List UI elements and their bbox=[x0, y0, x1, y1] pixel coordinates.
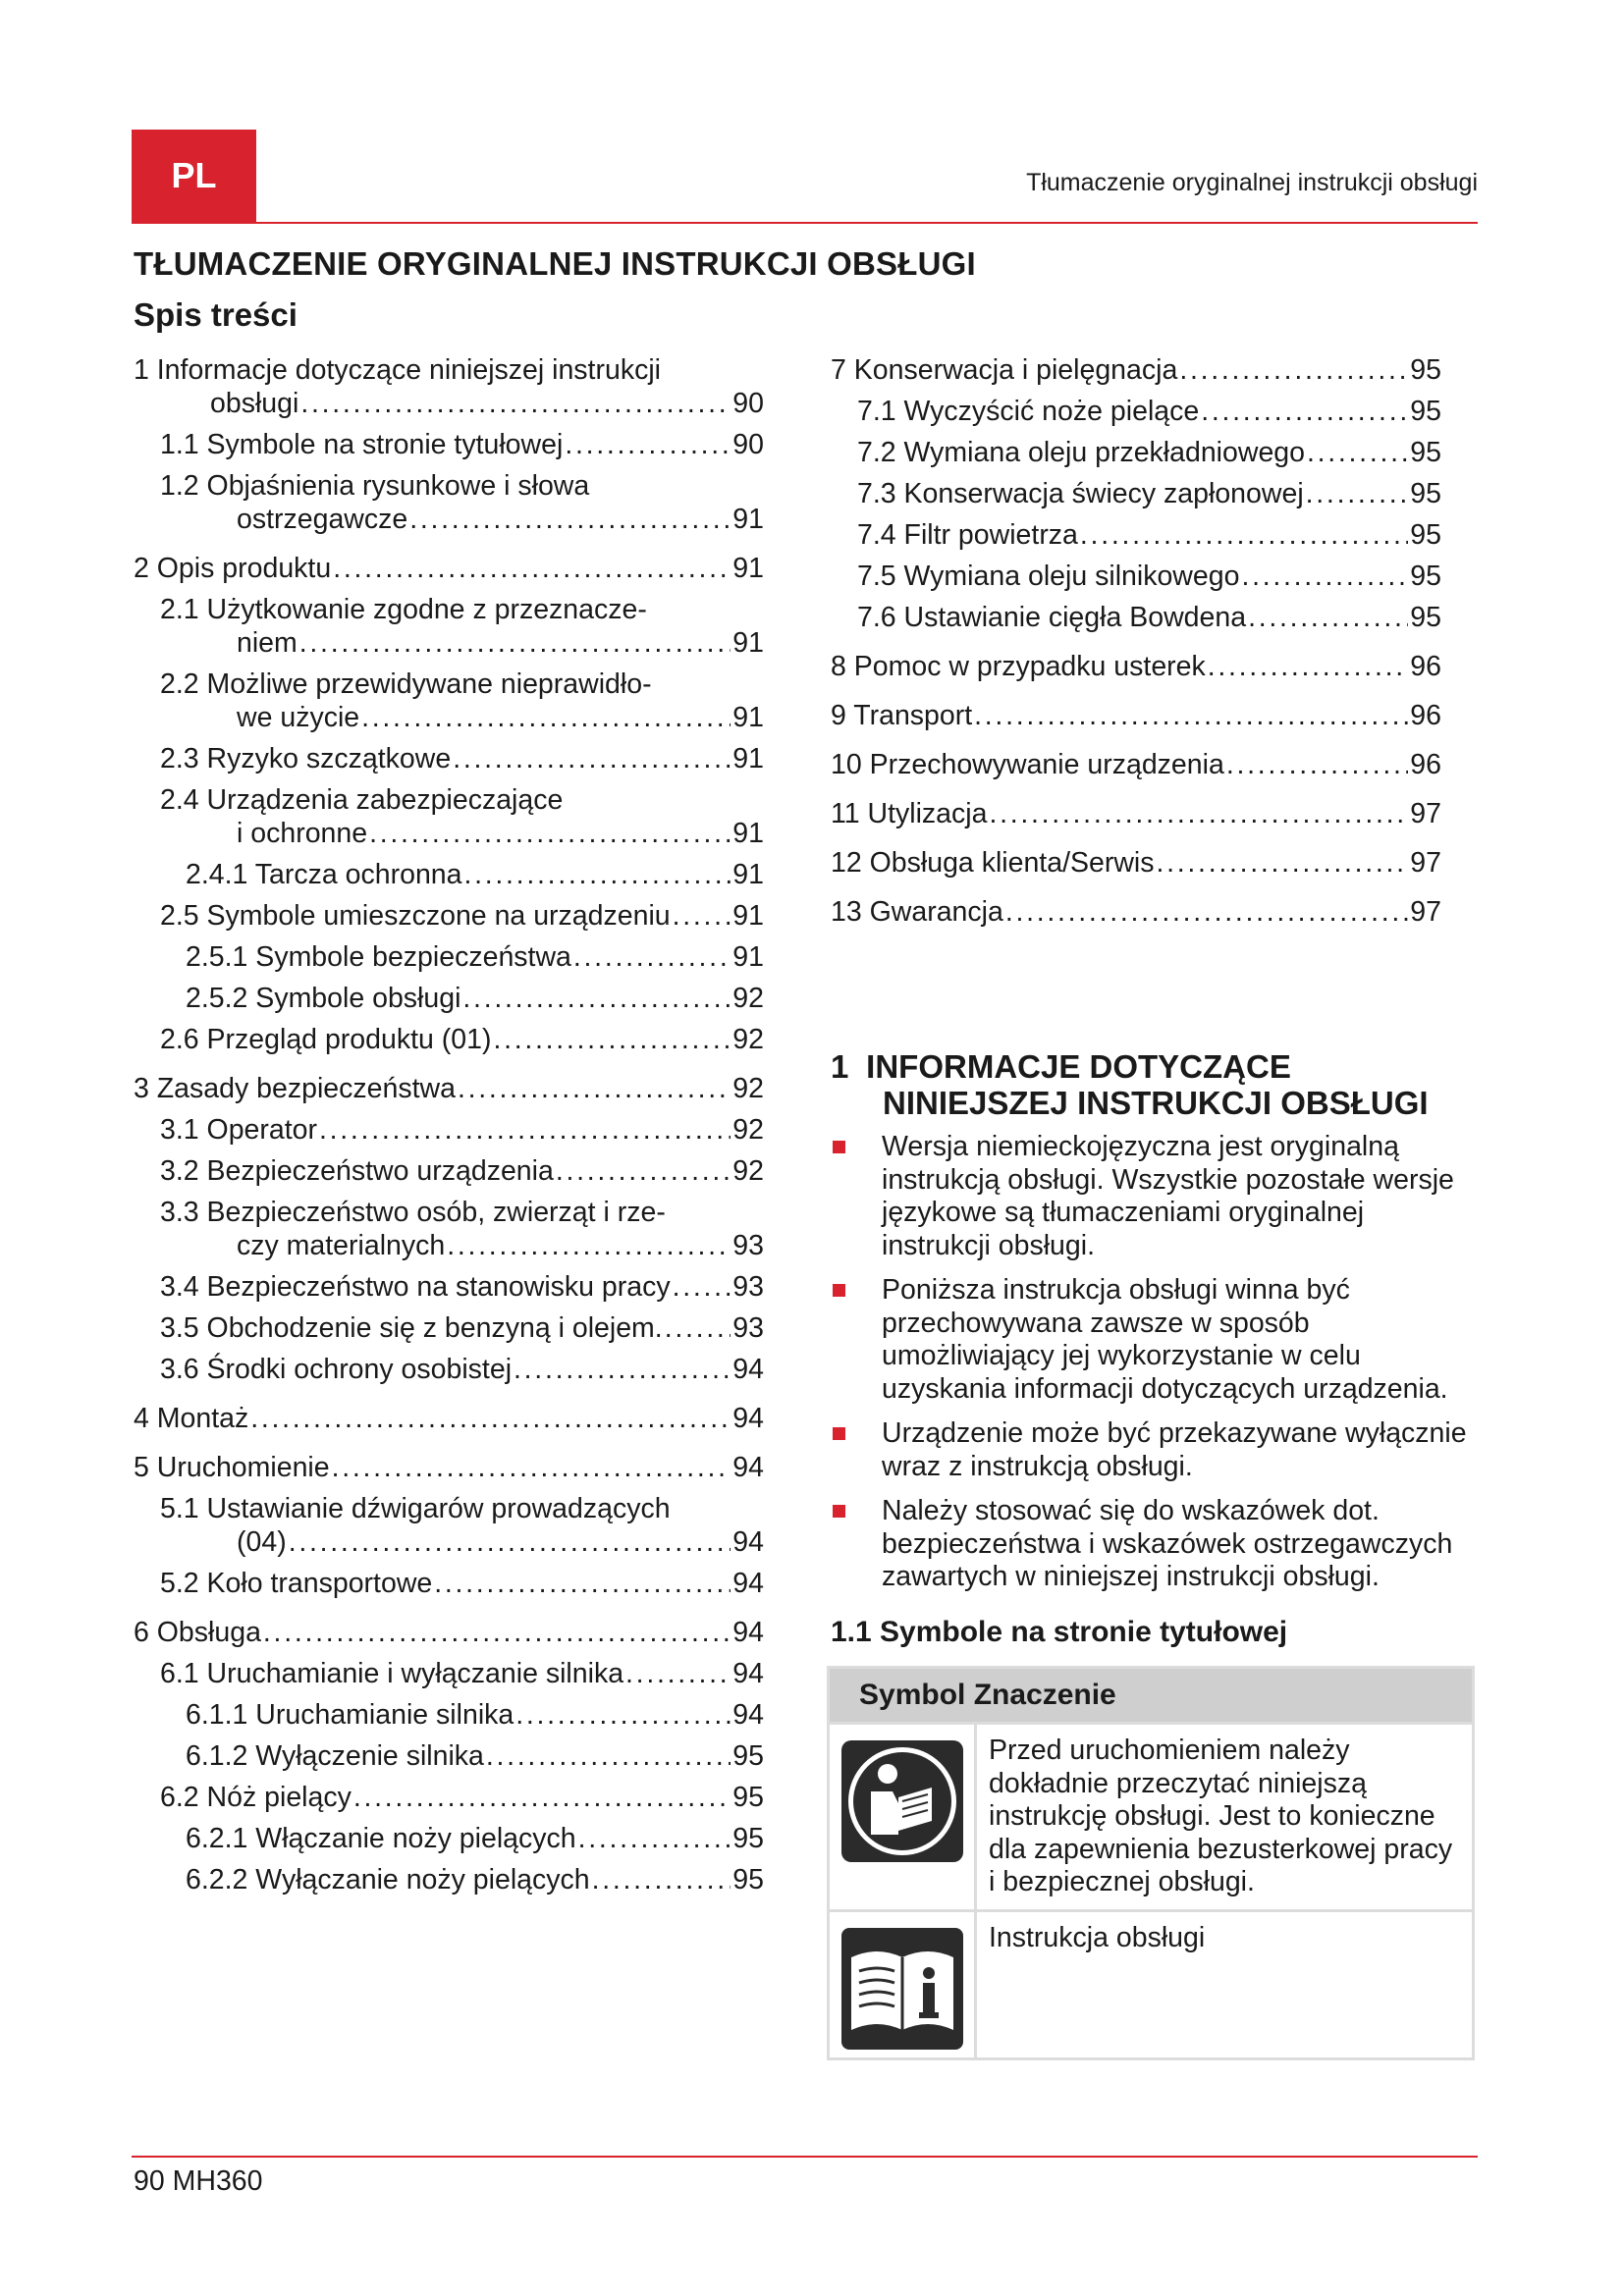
section-1-heading: 1 INFORMACJE DOTYCZĄCE NINIEJSZEJ INSTRUKCJI OBSŁUGI bbox=[831, 1048, 1429, 1121]
toc-dot-leader bbox=[578, 1822, 731, 1855]
toc-dot-leader bbox=[556, 1154, 731, 1188]
toc-dot-leader bbox=[989, 797, 1408, 830]
read-manual-icon bbox=[841, 1740, 963, 1862]
toc-entry[interactable] bbox=[134, 1023, 764, 1056]
toc-entry[interactable] bbox=[831, 477, 1441, 510]
toc-entry[interactable] bbox=[134, 858, 764, 891]
toc-entry[interactable] bbox=[134, 1270, 764, 1304]
toc-dot-leader bbox=[592, 1863, 731, 1896]
toc-entry[interactable] bbox=[134, 1154, 764, 1188]
header-divider bbox=[132, 222, 1478, 224]
list-item: Należy stosować się do wskazówek dot. bezpieczeństwa i wskazówek ostrzegawczych zawartych w niniejszej instrukcji obsługi. bbox=[831, 1495, 1479, 1594]
toc-entry[interactable] bbox=[831, 601, 1441, 634]
toc-entry[interactable] bbox=[134, 1739, 764, 1773]
list-item: Poniższa instrukcja obsługi winna być przechowywana zawsze w sposób umożliwiający jej wykorzystanie w celu uzyskania informacji dotyczących urządzenia. bbox=[831, 1274, 1479, 1406]
toc-entry-label: (04) bbox=[237, 1526, 287, 1558]
toc-entry[interactable] bbox=[831, 699, 1441, 732]
symbol-meaning-text: Przed uruchomieniem należy dokładnie przeczytać niniejszą instrukcję obsługi. Jest to konieczne dla zapewnienia bezusterkowej pracy i bezpiecznej obsługi. bbox=[989, 1735, 1453, 1897]
bullet-square-icon bbox=[833, 1141, 845, 1153]
table-row bbox=[830, 1909, 1472, 2057]
toc-entry-label: 8 Pomoc w przypadku usterek bbox=[831, 651, 1206, 682]
toc-entry-label: 6 Obsługa bbox=[134, 1617, 261, 1648]
toc-page-number: 91 bbox=[732, 504, 764, 535]
toc-entry-label: 2.6 Przegląd produktu (01) bbox=[160, 1024, 492, 1055]
toc-entry[interactable] bbox=[134, 1311, 764, 1345]
toc-entry[interactable] bbox=[134, 1863, 764, 1896]
toc-entry[interactable] bbox=[134, 742, 764, 775]
toc-page-number: 94 bbox=[732, 1452, 764, 1483]
toc-entry-label: i ochronne bbox=[237, 818, 368, 849]
toc-entry-label: 2.3 Ryzyko szczątkowe bbox=[160, 743, 452, 774]
toc-dot-leader bbox=[515, 1698, 731, 1732]
toc-entry-label: 13 Gwarancja bbox=[831, 896, 1003, 928]
toc-page-number: 94 bbox=[732, 1568, 764, 1599]
bullet-square-icon bbox=[833, 1505, 845, 1518]
toc-page-number: 95 bbox=[1410, 478, 1441, 509]
toc-entry-label: 7.3 Konserwacja świecy zapłonowej bbox=[857, 478, 1304, 509]
toc-dot-leader bbox=[1307, 436, 1408, 469]
toc-entry-label: 3.4 Bezpieczeństwo na stanowisku pracy bbox=[160, 1271, 671, 1303]
toc-dot-leader bbox=[458, 1072, 731, 1105]
toc-page-number: 95 bbox=[732, 1782, 764, 1813]
toc-page-number: 95 bbox=[1410, 519, 1441, 551]
toc-entry-label: 2.1 Użytkowanie zgodne z przeznacze- bbox=[160, 594, 647, 625]
language-tab: PL bbox=[132, 130, 256, 222]
toc-entry[interactable] bbox=[134, 1402, 764, 1435]
toc-entry[interactable] bbox=[134, 1567, 764, 1600]
toc-entry-label: 7 Konserwacja i pielęgnacja bbox=[831, 354, 1178, 386]
toc-dot-leader bbox=[1306, 477, 1409, 510]
toc-entry[interactable] bbox=[831, 436, 1441, 469]
toc-entry[interactable] bbox=[831, 395, 1441, 428]
toc-entry-label: czy materialnych bbox=[237, 1230, 446, 1261]
toc-entry-label: 1 Informacje dotyczące niniejszej instrukcji bbox=[134, 354, 661, 386]
toc-entry-label: niem bbox=[237, 627, 298, 659]
toc-entry-label: 9 Transport bbox=[831, 700, 973, 731]
toc-entry-label: 3.1 Operator bbox=[160, 1114, 318, 1146]
toc-entry-label: 2.5.1 Symbole bezpieczeństwa bbox=[186, 941, 571, 973]
toc-page-number: 95 bbox=[732, 1823, 764, 1854]
toc-entry-label: 7.4 Filtr powietrza bbox=[857, 519, 1078, 551]
toc-entry[interactable] bbox=[831, 748, 1441, 781]
toc-dot-leader bbox=[1201, 395, 1408, 428]
toc-dot-leader bbox=[250, 1402, 731, 1435]
toc-dot-leader bbox=[1241, 560, 1408, 593]
toc-page-number: 95 bbox=[1410, 561, 1441, 592]
toc-entry-label: 2.5 Symbole umieszczone na urządzeniu bbox=[160, 900, 671, 932]
toc-dot-leader bbox=[1005, 895, 1408, 929]
toc-dot-leader bbox=[462, 982, 731, 1015]
toc-entry-label: 5.1 Ustawianie dźwigarów prowadzących bbox=[160, 1493, 671, 1524]
toc-entry[interactable] bbox=[134, 667, 764, 734]
section-1-1-heading: 1.1 Symbole na stronie tytułowej bbox=[831, 1616, 1288, 1648]
toc-entry[interactable] bbox=[134, 899, 764, 933]
toc-page-number: 95 bbox=[732, 1864, 764, 1896]
toc-page-number: 91 bbox=[732, 627, 764, 659]
toc-page-number: 91 bbox=[732, 900, 764, 932]
toc-entry-label: 3.6 Środki ochrony osobistej bbox=[160, 1354, 513, 1385]
toc-entry[interactable] bbox=[134, 1698, 764, 1732]
toc-entry-label: 2.4.1 Tarcza ochronna bbox=[186, 859, 462, 890]
toc-page-number: 95 bbox=[1410, 396, 1441, 427]
toc-entry[interactable] bbox=[134, 469, 764, 536]
toc-entry-label: 6.1.2 Wyłączenie silnika bbox=[186, 1740, 484, 1772]
toc-entry-label: ostrzegawcze bbox=[237, 504, 408, 535]
toc-right-column bbox=[831, 353, 1441, 929]
toc-dot-leader bbox=[493, 1023, 731, 1056]
toc-entry[interactable] bbox=[831, 560, 1441, 593]
toc-entry-label: 3.3 Bezpieczeństwo osób, zwierząt i rze- bbox=[160, 1197, 666, 1228]
toc-entry-label: 7.1 Wyczyścić noże pielące bbox=[857, 396, 1200, 427]
bullet-square-icon bbox=[833, 1284, 845, 1297]
toc-entry-label: 10 Przechowywanie urządzenia bbox=[831, 749, 1224, 780]
page-footer: 90 MH360 bbox=[134, 2165, 263, 2197]
toc-entry-label: 6.1.1 Uruchamianie silnika bbox=[186, 1699, 514, 1731]
toc-entry[interactable] bbox=[134, 1113, 764, 1147]
toc-dot-leader bbox=[665, 1311, 731, 1345]
toc-page-number: 95 bbox=[1410, 602, 1441, 633]
toc-dot-leader bbox=[447, 1229, 731, 1262]
toc-entry[interactable] bbox=[134, 428, 764, 461]
toc-entry[interactable] bbox=[134, 1822, 764, 1855]
toc-entry[interactable] bbox=[134, 940, 764, 974]
toc-dot-leader bbox=[332, 1451, 731, 1484]
toc-page-number: 95 bbox=[1410, 437, 1441, 468]
toc-dot-leader bbox=[299, 626, 731, 660]
toc-entry-label: 6.2.2 Wyłączanie noży pielących bbox=[186, 1864, 590, 1896]
toc-entry-label: we użycie bbox=[237, 702, 360, 733]
toc-page-number: 96 bbox=[1410, 700, 1441, 731]
toc-dot-leader bbox=[974, 699, 1408, 732]
table-row bbox=[830, 1722, 1472, 1909]
toc-entry[interactable] bbox=[134, 1072, 764, 1105]
toc-page-number: 92 bbox=[732, 1155, 764, 1187]
toc-entry-label: 7.2 Wymiana oleju przekładniowego bbox=[857, 437, 1305, 468]
toc-entry[interactable] bbox=[134, 1616, 764, 1649]
toc-entry[interactable] bbox=[134, 1781, 764, 1814]
toc-entry-label: 3.2 Bezpieczeństwo urządzenia bbox=[160, 1155, 554, 1187]
toc-entry[interactable] bbox=[134, 593, 764, 660]
toc-page-number: 93 bbox=[732, 1312, 764, 1344]
toc-entry[interactable] bbox=[134, 353, 764, 420]
toc-left-column bbox=[134, 353, 764, 1896]
toc-dot-leader bbox=[289, 1525, 731, 1559]
toc-page-number: 93 bbox=[732, 1271, 764, 1303]
toc-entry-label: 1.2 Objaśnienia rysunkowe i słowa bbox=[160, 470, 590, 502]
toc-page-number: 95 bbox=[732, 1740, 764, 1772]
toc-page-number: 91 bbox=[732, 859, 764, 890]
toc-entry-label: obsługi bbox=[210, 388, 299, 419]
toc-dot-leader bbox=[565, 428, 731, 461]
toc-dot-leader bbox=[353, 1781, 731, 1814]
toc-entry-label: 5 Uruchomienie bbox=[134, 1452, 330, 1483]
toc-dot-leader bbox=[1208, 650, 1409, 683]
toc-page-number: 94 bbox=[732, 1699, 764, 1731]
toc-dot-leader bbox=[263, 1616, 731, 1649]
toc-entry-label: 3.5 Obchodzenie się z benzyną i olejem. bbox=[160, 1312, 663, 1344]
toc-entry[interactable] bbox=[134, 783, 764, 850]
toc-page-number: 92 bbox=[732, 1024, 764, 1055]
section-1-bullet-list bbox=[831, 1131, 1479, 1606]
toc-entry-label: 6.1 Uruchamianie i wyłączanie silnika bbox=[160, 1658, 624, 1689]
toc-entry[interactable] bbox=[134, 1657, 764, 1690]
toc-heading: Spis treści bbox=[134, 296, 298, 333]
toc-dot-leader bbox=[673, 899, 731, 933]
toc-page-number: 97 bbox=[1410, 798, 1441, 829]
toc-dot-leader bbox=[673, 1270, 731, 1304]
toc-dot-leader bbox=[486, 1739, 731, 1773]
toc-page-number: 91 bbox=[732, 818, 764, 849]
toc-page-number: 92 bbox=[732, 1114, 764, 1146]
toc-entry-label: 3 Zasady bezpieczeństwa bbox=[134, 1073, 456, 1104]
toc-dot-leader bbox=[333, 552, 731, 585]
toc-entry[interactable] bbox=[134, 982, 764, 1015]
toc-page-number: 91 bbox=[732, 702, 764, 733]
toc-entry[interactable] bbox=[134, 1353, 764, 1386]
toc-entry-label: 5.2 Koło transportowe bbox=[160, 1568, 433, 1599]
toc-entry[interactable] bbox=[134, 1196, 764, 1262]
toc-page-number: 95 bbox=[1410, 354, 1441, 386]
toc-dot-leader bbox=[464, 858, 731, 891]
toc-entry[interactable] bbox=[134, 1451, 764, 1484]
toc-page-number: 92 bbox=[732, 1073, 764, 1104]
toc-dot-leader bbox=[1157, 846, 1409, 880]
toc-page-number: 91 bbox=[732, 941, 764, 973]
toc-page-number: 92 bbox=[732, 983, 764, 1014]
toc-entry[interactable] bbox=[831, 650, 1441, 683]
toc-entry-label: 6.2.1 Włączanie noży pielących bbox=[186, 1823, 576, 1854]
toc-dot-leader bbox=[573, 940, 731, 974]
toc-dot-leader bbox=[1080, 518, 1408, 552]
toc-page-number: 94 bbox=[732, 1658, 764, 1689]
toc-entry[interactable] bbox=[831, 518, 1441, 552]
toc-page-number: 97 bbox=[1410, 896, 1441, 928]
toc-page-number: 91 bbox=[732, 553, 764, 584]
toc-dot-leader bbox=[361, 701, 731, 734]
document-title: TŁUMACZENIE ORYGINALNEJ INSTRUKCJI OBSŁUGI bbox=[134, 245, 976, 282]
toc-entry-label: 6.2 Nóż pielący bbox=[160, 1782, 352, 1813]
symbol-table bbox=[827, 1666, 1475, 2060]
toc-dot-leader bbox=[369, 817, 731, 850]
toc-entry-label: 7.6 Ustawianie cięgła Bowdena bbox=[857, 602, 1247, 633]
toc-entry-label: 2.5.2 Symbole obsługi bbox=[186, 983, 461, 1014]
toc-page-number: 94 bbox=[732, 1617, 764, 1648]
toc-page-number: 94 bbox=[732, 1354, 764, 1385]
header-title: Tłumaczenie oryginalnej instrukcji obsługi bbox=[1026, 169, 1478, 196]
toc-dot-leader bbox=[409, 503, 731, 536]
toc-dot-leader bbox=[453, 742, 731, 775]
list-item: Urządzenie może być przekazywane wyłącznie wraz z instrukcją obsługi. bbox=[831, 1417, 1479, 1483]
toc-dot-leader bbox=[1226, 748, 1408, 781]
toc-entry-label: 2.2 Możliwe przewidywane nieprawidło- bbox=[160, 668, 652, 700]
toc-page-number: 94 bbox=[732, 1403, 764, 1434]
toc-entry-label: 2 Opis produktu bbox=[134, 553, 332, 584]
toc-dot-leader bbox=[1179, 353, 1408, 387]
toc-entry-label: 11 Utylizacja bbox=[831, 798, 988, 829]
toc-entry-label: 1.1 Symbole na stronie tytułowej bbox=[160, 429, 564, 460]
toc-page-number: 91 bbox=[732, 743, 764, 774]
toc-entry-label: 7.5 Wymiana oleju silnikowego bbox=[857, 561, 1240, 592]
toc-entry[interactable] bbox=[134, 552, 764, 585]
toc-page-number: 90 bbox=[732, 429, 764, 460]
toc-dot-leader bbox=[1248, 601, 1408, 634]
toc-dot-leader bbox=[300, 387, 731, 420]
toc-entry[interactable] bbox=[831, 895, 1441, 929]
toc-entry-label: 2.4 Urządzenia zabezpieczające bbox=[160, 784, 564, 816]
symbol-table-header: Symbol Znaczenie bbox=[830, 1669, 1472, 1722]
footer-divider bbox=[132, 2156, 1478, 2158]
toc-entry[interactable] bbox=[134, 1492, 764, 1559]
toc-dot-leader bbox=[514, 1353, 731, 1386]
toc-entry[interactable] bbox=[831, 353, 1441, 387]
toc-page-number: 90 bbox=[732, 388, 764, 419]
toc-page-number: 96 bbox=[1410, 749, 1441, 780]
toc-dot-leader bbox=[625, 1657, 731, 1690]
symbol-meaning-text: Instrukcja obsługi bbox=[989, 1922, 1206, 1953]
toc-dot-leader bbox=[434, 1567, 731, 1600]
toc-dot-leader bbox=[319, 1113, 731, 1147]
manual-info-icon bbox=[841, 1928, 963, 2050]
toc-entry-label: 12 Obsługa klienta/Serwis bbox=[831, 847, 1155, 879]
toc-entry-label: 4 Montaż bbox=[134, 1403, 249, 1434]
bullet-square-icon bbox=[833, 1427, 845, 1440]
toc-page-number: 93 bbox=[732, 1230, 764, 1261]
toc-page-number: 97 bbox=[1410, 847, 1441, 879]
toc-page-number: 94 bbox=[732, 1526, 764, 1558]
list-item: Wersja niemieckojęzyczna jest oryginalną instrukcją obsługi. Wszystkie pozostałe wersje językowe są tłumaczeniami oryginalnej instrukcji obsługi. bbox=[831, 1131, 1479, 1262]
toc-entry[interactable] bbox=[831, 797, 1441, 830]
toc-page-number: 96 bbox=[1410, 651, 1441, 682]
toc-entry[interactable] bbox=[831, 846, 1441, 880]
